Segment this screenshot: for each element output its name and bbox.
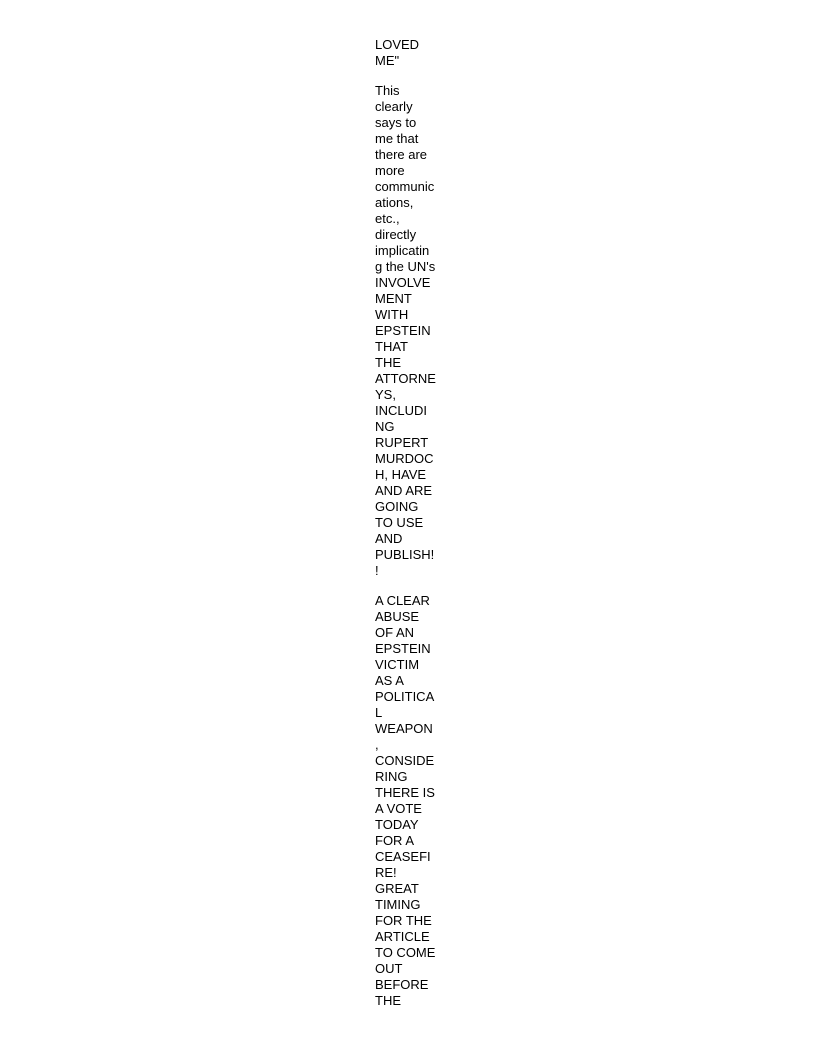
text-line: THAT [375, 339, 408, 354]
text-line: THE [375, 993, 401, 1008]
text-line: AS A [375, 673, 404, 688]
text-line: FOR A [375, 833, 415, 848]
text-line: ations, [375, 195, 414, 210]
text-line: This [375, 83, 400, 98]
text-line: H, HAVE [375, 467, 427, 482]
text-line: ARTICLE [375, 929, 430, 944]
text-line: g the UN's [375, 259, 436, 274]
text-line: OUT [375, 961, 403, 976]
text-line: clearly [375, 99, 413, 114]
text-line: EPSTEIN [375, 641, 431, 656]
text-line: NG [375, 419, 395, 434]
text-line: implicatin [375, 243, 430, 258]
text-line: A VOTE [375, 801, 422, 816]
text-line: etc., [375, 211, 400, 226]
text-line: CEASEFI [375, 849, 431, 864]
text-line: TO COME [375, 945, 436, 960]
text-line: RE! [375, 865, 397, 880]
text-line: ! [375, 563, 379, 578]
text-line: YS, [375, 387, 396, 402]
text-line: OF AN [375, 625, 415, 640]
text-line: ABUSE [375, 609, 420, 624]
text-line: says to [375, 115, 417, 130]
text-line: A CLEAR [375, 593, 430, 608]
text-line: AND ARE [375, 483, 433, 498]
text-line: THERE IS [375, 785, 435, 800]
text-line: INVOLVE [375, 275, 431, 290]
text-line: BEFORE [375, 977, 429, 992]
text-line: INCLUDI [375, 403, 428, 418]
text-line: EPSTEIN [375, 323, 431, 338]
text-line: THE [375, 355, 401, 370]
text-paragraph [375, 593, 445, 1009]
text-line: GOING [375, 499, 419, 514]
text-line: LOVED [375, 37, 420, 52]
text-line: TODAY [375, 817, 419, 832]
text-line: MURDOC [375, 451, 434, 466]
text-line: communic [375, 179, 435, 194]
text-line: there are [375, 147, 428, 162]
text-line: FOR THE [375, 913, 432, 928]
text-line: , [375, 737, 379, 752]
text-line: VICTIM [375, 657, 420, 672]
text-line: TIMING [375, 897, 421, 912]
text-line: WITH [375, 307, 409, 322]
text-line: me that [375, 131, 419, 146]
text-line: ME" [375, 53, 400, 68]
text-column [375, 37, 445, 1023]
text-line: L [375, 705, 383, 720]
text-line: MENT [375, 291, 412, 306]
text-line: ATTORNE [375, 371, 436, 386]
text-line: RUPERT [375, 435, 429, 450]
text-line: TO USE [375, 515, 424, 530]
text-line: PUBLISH! [375, 547, 435, 562]
text-line: more [375, 163, 405, 178]
text-line: POLITICA [375, 689, 435, 704]
text-line: RING [375, 769, 408, 784]
text-line: AND [375, 531, 403, 546]
text-line: GREAT [375, 881, 419, 896]
text-paragraph [375, 83, 445, 579]
text-line: WEAPON [375, 721, 433, 736]
text-line: directly [375, 227, 417, 242]
text-paragraph [375, 37, 445, 69]
text-line: CONSIDE [375, 753, 435, 768]
